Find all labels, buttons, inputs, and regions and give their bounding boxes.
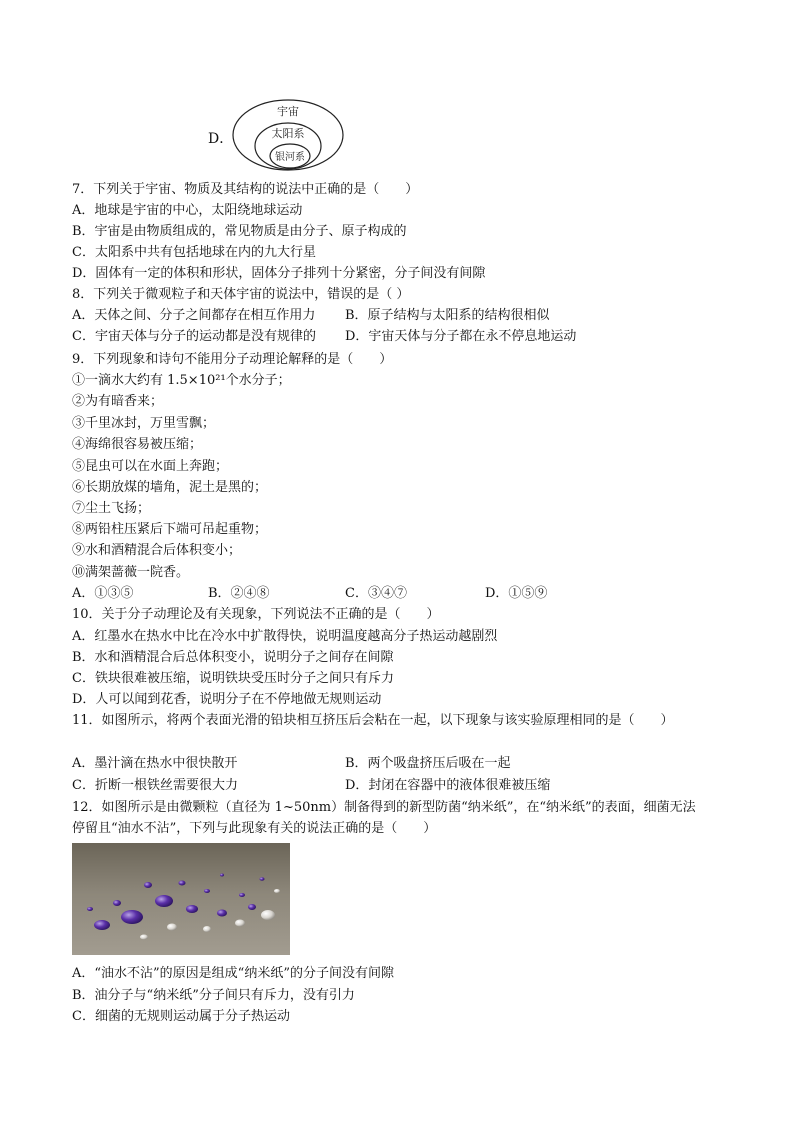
q9-item: ⑥长期放煤的墙角，泥土是黑的； (72, 480, 268, 495)
q12-stem-line1: 12．如图所示是由微颗粒（直径为 1~50nm）制备得到的新型防菌“纳米纸”，在“纳米纸”的表面，细菌无法 (72, 800, 696, 815)
universe-text: 宇宙 (277, 105, 299, 118)
q9-option-d: D．①⑤⑨ (485, 586, 548, 601)
solar-system-text: 太阳系 (271, 127, 305, 140)
q9-item: ⑩满架蔷薇一院香。 (72, 565, 190, 580)
q7-option-b: B．宇宙是由物质组成的，常见物质是由分子、原子构成的 (72, 224, 407, 239)
q11-option-b: B．两个吸盘挤压后吸在一起 (345, 756, 511, 771)
q9-item: ⑧两铅柱压紧后下端可吊起重物； (72, 522, 268, 537)
q9-item: ④海绵很容易被压缩； (72, 437, 203, 452)
q8-option-d: D．宇宙天体与分子都在永不停息地运动 (345, 329, 577, 344)
q9-item: ②为有暗香来； (72, 394, 164, 409)
q7-stem: 7．下列关于宇宙、物质及其结构的说法中正确的是（ ） (72, 182, 419, 197)
q10-option-c: C．铁块很难被压缩，说明铁块受压时分子之间只有斥力 (72, 671, 394, 686)
q9-option-c: C．③④⑦ (345, 586, 407, 601)
q9-item: ①一滴水大约有 1.5×10²¹个水分子； (72, 373, 291, 388)
q12-option-b: B．油分子与“纳米纸”分子间只有斥力，没有引力 (72, 988, 355, 1003)
q8-stem: 8．下列关于微观粒子和天体宇宙的说法中，错误的是（ ） (72, 287, 410, 302)
q9-item: ⑤昆虫可以在水面上奔跑； (72, 459, 229, 474)
option-d-label: D． (208, 131, 234, 147)
q8-option-a: A．天体之间、分子之间都存在相互作用力 (72, 308, 316, 323)
q10-option-d: D．人可以闻到花香，说明分子在不停地做无规则运动 (72, 692, 382, 707)
q7-option-c: C．太阳系中共有包括地球在内的九大行星 (72, 245, 316, 260)
q11-stem: 11．如图所示，将两个表面光滑的铅块相互挤压后会粘在一起，以下现象与该实验原理相同的是（ ） (72, 713, 674, 728)
q9-option-a: A．①③⑤ (72, 586, 134, 601)
q9-item: ⑨水和酒精混合后体积变小； (72, 543, 242, 558)
q8-option-b: B．原子结构与太阳系的结构很相似 (345, 308, 550, 323)
q11-option-a: A．墨汁滴在热水中很快散开 (72, 756, 238, 771)
nano-paper-droplets-photo (72, 843, 290, 955)
q10-stem: 10．关于分子动理论及有关现象，下列说法不正确的是（ ） (72, 607, 440, 622)
q8-option-c: C．宇宙天体与分子的运动都是没有规律的 (72, 329, 316, 344)
universe-nested-diagram (230, 98, 350, 174)
q12-stem-line2: 停留且“油水不沾”，下列与此现象有关的说法正确的是（ ） (72, 821, 437, 836)
q10-option-b: B．水和酒精混合后总体积变小，说明分子之间存在间隙 (72, 650, 394, 665)
q12-option-c: C．细菌的无规则运动属于分子热运动 (72, 1009, 290, 1024)
q9-option-b: B．②④⑧ (208, 586, 270, 601)
q10-option-a: A．红墨水在热水中比在冷水中扩散得快，说明温度越高分子热运动越剧烈 (72, 629, 498, 644)
q11-option-c: C．折断一根铁丝需要很大力 (72, 778, 238, 793)
galaxy-text: 银河系 (275, 152, 305, 163)
q12-option-a: A．“油水不沾”的原因是组成“纳米纸”的分子间没有间隙 (72, 966, 394, 981)
q7-option-d: D．固体有一定的体积和形状，固体分子排列十分紧密，分子间没有间隙 (72, 266, 486, 281)
q11-option-d: D．封闭在容器中的液体很难被压缩 (345, 778, 551, 793)
q9-stem: 9．下列现象和诗句不能用分子动理论解释的是（ ） (72, 352, 393, 367)
q9-item: ③千里冰封，万里雪飘； (72, 416, 216, 431)
q7-option-a: A．地球是宇宙的中心，太阳绕地球运动 (72, 203, 303, 218)
q9-item: ⑦尘土飞扬； (72, 501, 151, 516)
